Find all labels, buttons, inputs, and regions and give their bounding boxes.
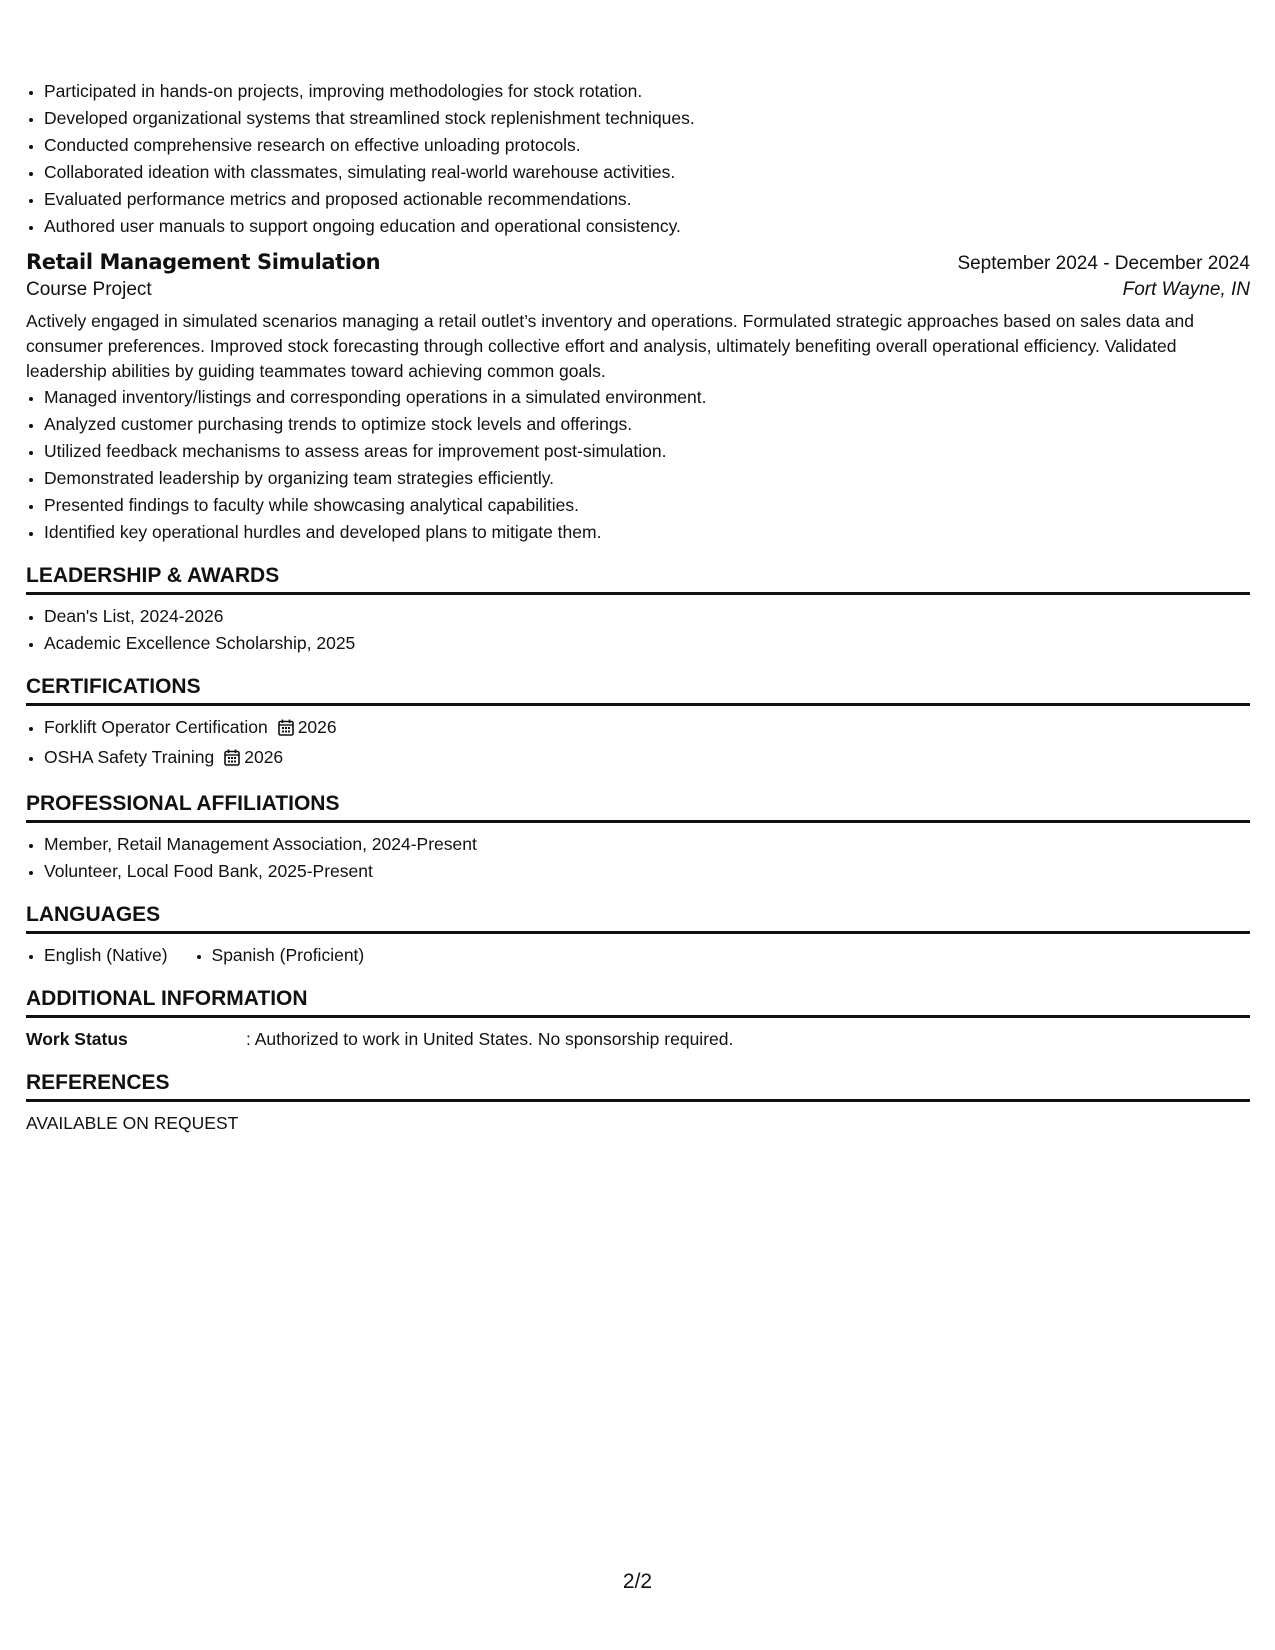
list-item: • Analyzed customer purchasing trends to optimize stock levels and offerings. — [44, 411, 1250, 438]
list-item: • Conducted comprehensive research on effective unloading protocols. — [44, 132, 1250, 159]
list-item: • Utilized feedback mechanisms to assess areas for improvement post-simulation. — [44, 438, 1250, 465]
work-status-value: : Authorized to work in United States. No sponsorship required. — [246, 1029, 734, 1049]
list-item: • Academic Excellence Scholarship, 2025 — [44, 630, 1250, 657]
list-item: • Dean's List, 2024-2026 — [44, 603, 1250, 630]
certifications-section — [26, 714, 1250, 774]
resume-page — [26, 78, 1250, 1137]
project-subheader — [26, 279, 1250, 301]
calendar-icon — [224, 747, 240, 774]
list-item: • Volunteer, Local Food Bank, 2025-Present — [44, 858, 1250, 885]
project-dates: September 2024 - December 2024 — [957, 253, 1250, 274]
list-item: • Presented findings to faculty while showcasing analytical capabilities. — [44, 492, 1250, 519]
list-item — [44, 744, 1250, 774]
list-item: • Participated in hands-on projects, improving methodologies for stock rotation. — [44, 78, 1250, 105]
project-location: Fort Wayne, IN — [1122, 279, 1250, 300]
section-title-certifications: CERTIFICATIONS — [26, 673, 1250, 706]
certification-name: OSHA Safety Training — [44, 747, 215, 767]
section-title-affiliations: PROFESSIONAL AFFILIATIONS — [26, 790, 1250, 823]
leadership-section — [26, 603, 1250, 657]
list-item — [44, 714, 1250, 744]
section-title-additional: ADDITIONAL INFORMATION — [26, 985, 1250, 1018]
languages-section — [26, 942, 1250, 969]
certification-year: 2026 — [297, 717, 337, 737]
list-item: • English (Native) — [44, 942, 168, 969]
affiliations-section — [26, 831, 1250, 885]
work-status-label: Work Status — [26, 1029, 128, 1049]
list-item: • Developed organizational systems that streamlined stock replenishment techniques. — [44, 105, 1250, 132]
page-number: 2/2 — [622, 1570, 653, 1593]
list-item: • Member, Retail Management Association, 2024-Present — [44, 831, 1250, 858]
calendar-icon — [278, 717, 294, 744]
list-item: • Demonstrated leadership by organizing team strategies efficiently. — [44, 465, 1250, 492]
list-item: • Managed inventory/listings and corresponding operations in a simulated environment. — [44, 384, 1250, 411]
list-item: • Authored user manuals to support ongoing education and operational consistency. — [44, 213, 1250, 240]
references-text: AVAILABLE ON REQUEST — [26, 1113, 239, 1133]
section-title-languages: LANGUAGES — [26, 901, 1250, 934]
section-title-references: REFERENCES — [26, 1069, 1250, 1102]
project-type: Course Project — [26, 279, 152, 300]
list-item: • Collaborated ideation with classmates, simulating real-world warehouse activities. — [44, 159, 1250, 186]
section-title-leadership: LEADERSHIP & AWARDS — [26, 562, 1250, 595]
list-item: • Identified key operational hurdles and developed plans to mitigate them. — [44, 519, 1250, 546]
list-item: • Evaluated performance metrics and proposed actionable recommendations. — [44, 186, 1250, 213]
list-item: • Spanish (Proficient) — [212, 942, 365, 969]
work-status-row — [26, 1026, 1250, 1053]
certification-name: Forklift Operator Certification — [44, 717, 268, 737]
project-header — [26, 250, 1250, 275]
certification-year: 2026 — [244, 747, 284, 767]
experience-bullet-list — [26, 78, 1250, 240]
project-description: Actively engaged in simulated scenarios managing a retail outlet’s inventory and operations. Formulated strategic approaches based on sales data and consumer preferences. Improved stock forecasting through collective effort and analysis, ultimately benefiting overall operational efficiency. Validated leadership abilities by guiding teammates toward achieving common goals. — [26, 311, 1195, 381]
project-title: Retail Management Simulation — [26, 250, 381, 274]
project-bullet-list — [26, 384, 1250, 546]
